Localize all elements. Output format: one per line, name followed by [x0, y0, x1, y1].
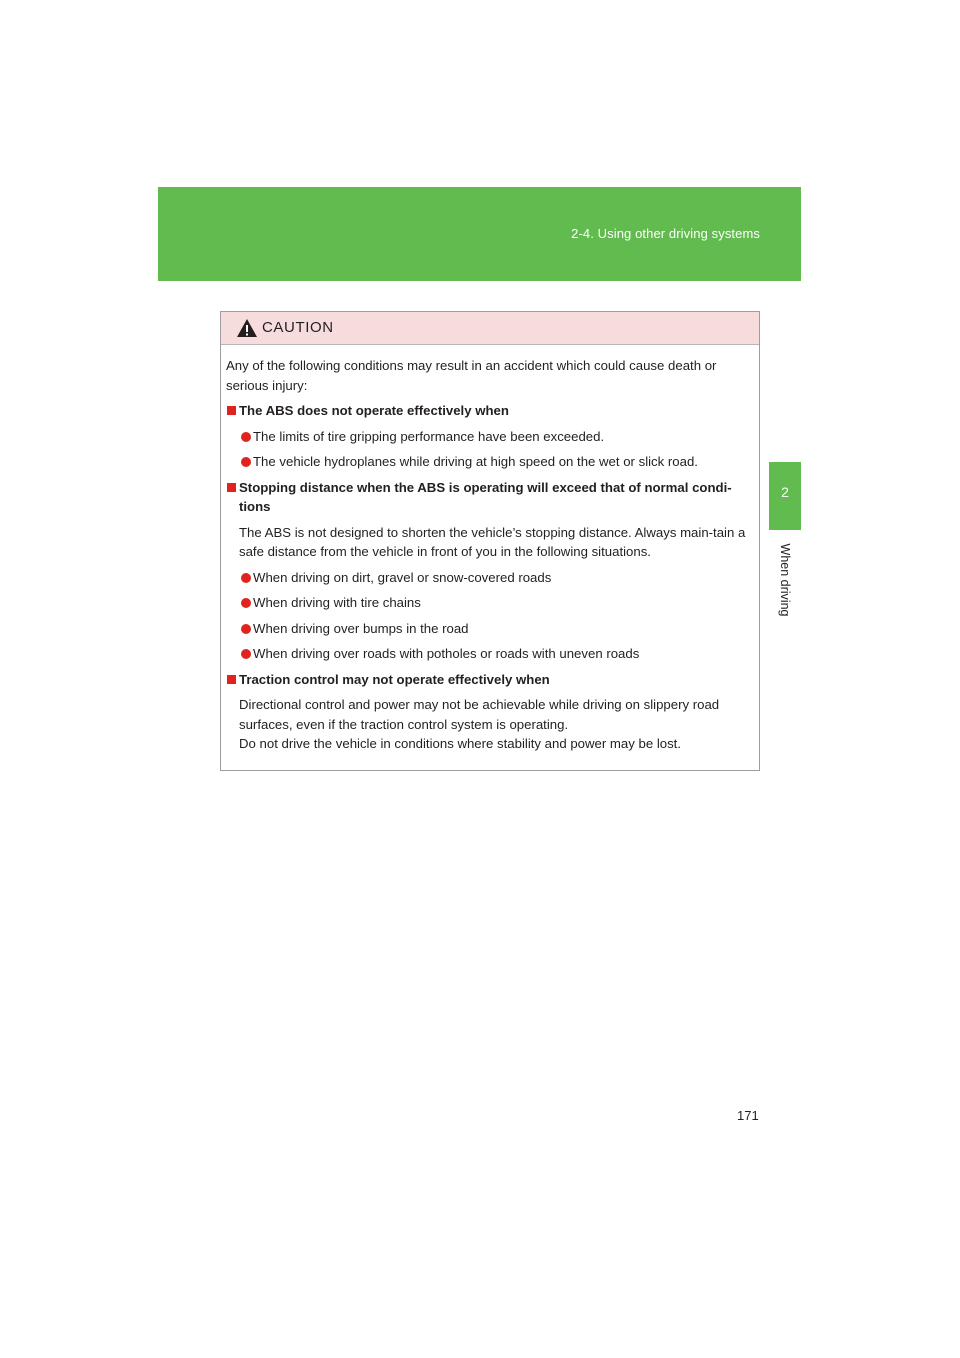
section-traction-control [226, 670, 753, 690]
header-band [158, 187, 801, 281]
page-number: 171 [737, 1108, 759, 1123]
list-item-text: When driving on dirt, gravel or snow-covered roads [253, 569, 552, 585]
round-bullet-icon [241, 573, 251, 583]
square-bullet-icon [227, 406, 236, 415]
list-item [226, 593, 753, 613]
section-heading: Stopping distance when the ABS is operating will exceed that of normal condi-tions [239, 479, 732, 514]
paragraph-line: Do not drive the vehicle in conditions where stability and power may be lost. [239, 736, 682, 751]
list-item-text: When driving with tire chains [253, 595, 421, 610]
round-bullet-icon [241, 457, 251, 467]
round-bullet-icon [241, 649, 251, 659]
chapter-number: 2 [781, 484, 789, 500]
list-item [226, 452, 753, 472]
round-bullet-icon [241, 432, 251, 442]
list-item [226, 619, 753, 639]
list-item [226, 644, 753, 664]
list-item-text: The limits of tire gripping performance have been exceeded. [253, 428, 605, 444]
list-item [226, 568, 753, 588]
round-bullet-icon [241, 624, 251, 634]
section-paragraph: The ABS is not designed to shorten the vehicle’s stopping distance. Always main-tain a safe distance from the vehicle in front of you in the following situations. [239, 524, 746, 559]
chapter-label: When driving [778, 543, 792, 617]
paragraph-line: Directional control and power may not be achievable while driving on slippery road surfaces, even if the traction control system is operating. [239, 697, 720, 732]
section-abs-ineffective [226, 401, 753, 421]
list-item-text: The vehicle hydroplanes while driving at high speed on the wet or slick road. [253, 454, 698, 469]
caution-header [221, 312, 759, 345]
warning-triangle-icon [236, 318, 258, 338]
section-paragraph [226, 695, 753, 754]
chapter-tab [769, 462, 801, 530]
caution-box [220, 311, 760, 771]
section-heading: The ABS does not operate effectively when [239, 403, 509, 418]
list-item-text: When driving over bumps in the road [253, 620, 469, 636]
round-bullet-icon [241, 598, 251, 608]
section-title: 2-4. Using other driving systems [571, 226, 760, 241]
caution-intro: Any of the following conditions may result in an accident which could cause death or serious injury: [226, 358, 717, 393]
caution-title: CAUTION [262, 319, 334, 336]
section-heading: Traction control may not operate effectively when [239, 671, 550, 687]
caution-body [221, 345, 759, 754]
list-item [226, 427, 753, 447]
square-bullet-icon [227, 675, 236, 684]
section-stopping-distance [226, 478, 753, 517]
square-bullet-icon [227, 483, 236, 492]
list-item-text: When driving over roads with potholes or roads with uneven roads [253, 646, 640, 661]
